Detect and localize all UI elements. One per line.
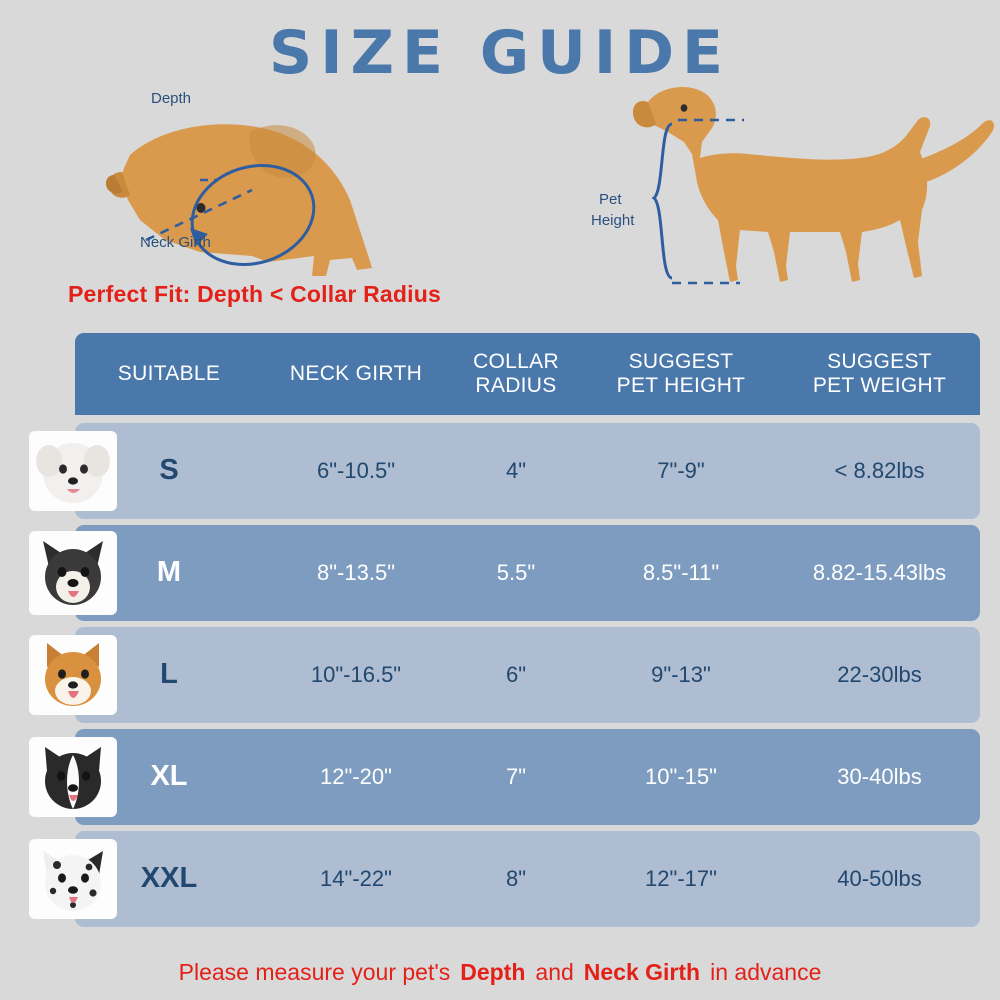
pet-height-label-line1: Pet	[599, 191, 622, 208]
cell-neck-girth: 6"-10.5"	[317, 458, 395, 484]
size-table	[75, 333, 980, 933]
size-label: M	[156, 556, 182, 589]
white-fluffy-dog-photo	[27, 425, 119, 517]
border-collie-photo	[27, 731, 119, 823]
french-bulldog-photo	[27, 527, 119, 619]
dog-head-illustration	[106, 124, 372, 276]
cell-collar-radius: 5.5"	[496, 560, 536, 586]
size-label: XL	[150, 760, 188, 793]
table-row	[75, 423, 980, 519]
cell-collar-radius: 8"	[505, 866, 527, 892]
cell-pet-weight: 30-40lbs	[837, 764, 922, 790]
cell-neck-girth: 10"-16.5"	[310, 662, 402, 688]
cell-collar-radius: 7"	[505, 764, 527, 790]
footer-part2: and	[535, 959, 574, 985]
size-label: L	[160, 658, 178, 691]
header-pet-weight-line2: PET WEIGHT	[812, 374, 947, 397]
dalmatian-photo	[27, 833, 119, 925]
depth-label: Depth	[151, 90, 192, 107]
footer-bold-depth: Depth	[460, 959, 526, 985]
header-pet-height-line2: PET HEIGHT	[616, 374, 746, 397]
footer-part1: Please measure your pet's	[178, 959, 451, 985]
cell-pet-height: 9"-13"	[651, 662, 711, 688]
header-suitable: SUITABLE	[117, 361, 221, 385]
perfect-fit-note: Perfect Fit: Depth < Collar Radius	[68, 281, 441, 307]
cell-collar-radius: 4"	[505, 458, 527, 484]
header-pet-height	[583, 350, 779, 398]
table-header-row	[75, 333, 980, 415]
header-collar-radius	[449, 350, 583, 398]
page-title: SIZE GUIDE	[268, 18, 731, 88]
cell-pet-height: 10"-15"	[645, 764, 717, 790]
cell-pet-weight: 22-30lbs	[837, 662, 922, 688]
header-pet-height-line1: SUGGEST	[628, 349, 734, 373]
cell-pet-height: 7"-9"	[657, 458, 705, 484]
table-row	[75, 627, 980, 723]
table-row	[75, 525, 980, 621]
illustration-area	[0, 80, 1000, 315]
header-pet-weight	[779, 350, 980, 398]
footer-part3: in advance	[710, 959, 822, 985]
pet-height-label-line2: Height	[591, 212, 635, 229]
size-label: S	[159, 454, 179, 487]
table-row	[75, 831, 980, 927]
cell-pet-weight: 8.82-15.43lbs	[812, 560, 947, 586]
cell-pet-height: 8.5"-11"	[642, 560, 720, 586]
header-collar-radius-line2: RADIUS	[475, 374, 557, 397]
cell-neck-girth: 12"-20"	[320, 764, 392, 790]
header-neck-girth: NECK GIRTH	[289, 361, 423, 385]
cell-pet-weight: < 8.82lbs	[834, 458, 925, 484]
header-collar-radius-line1: COLLAR	[473, 349, 559, 373]
footer-note	[0, 959, 1000, 986]
footer-bold-neck-girth: Neck Girth	[583, 959, 701, 985]
table-row	[75, 729, 980, 825]
shiba-inu-photo	[27, 629, 119, 721]
cell-neck-girth: 14"-22"	[320, 866, 392, 892]
cell-collar-radius: 6"	[505, 662, 527, 688]
header-pet-weight-line1: SUGGEST	[827, 349, 932, 373]
cell-pet-height: 12"-17"	[645, 866, 717, 892]
cell-pet-weight: 40-50lbs	[837, 866, 922, 892]
neck-girth-label: Neck Girth	[140, 234, 211, 251]
size-label: XXL	[140, 862, 198, 895]
dog-body-illustration	[633, 87, 994, 282]
cell-neck-girth: 8"-13.5"	[317, 560, 395, 586]
